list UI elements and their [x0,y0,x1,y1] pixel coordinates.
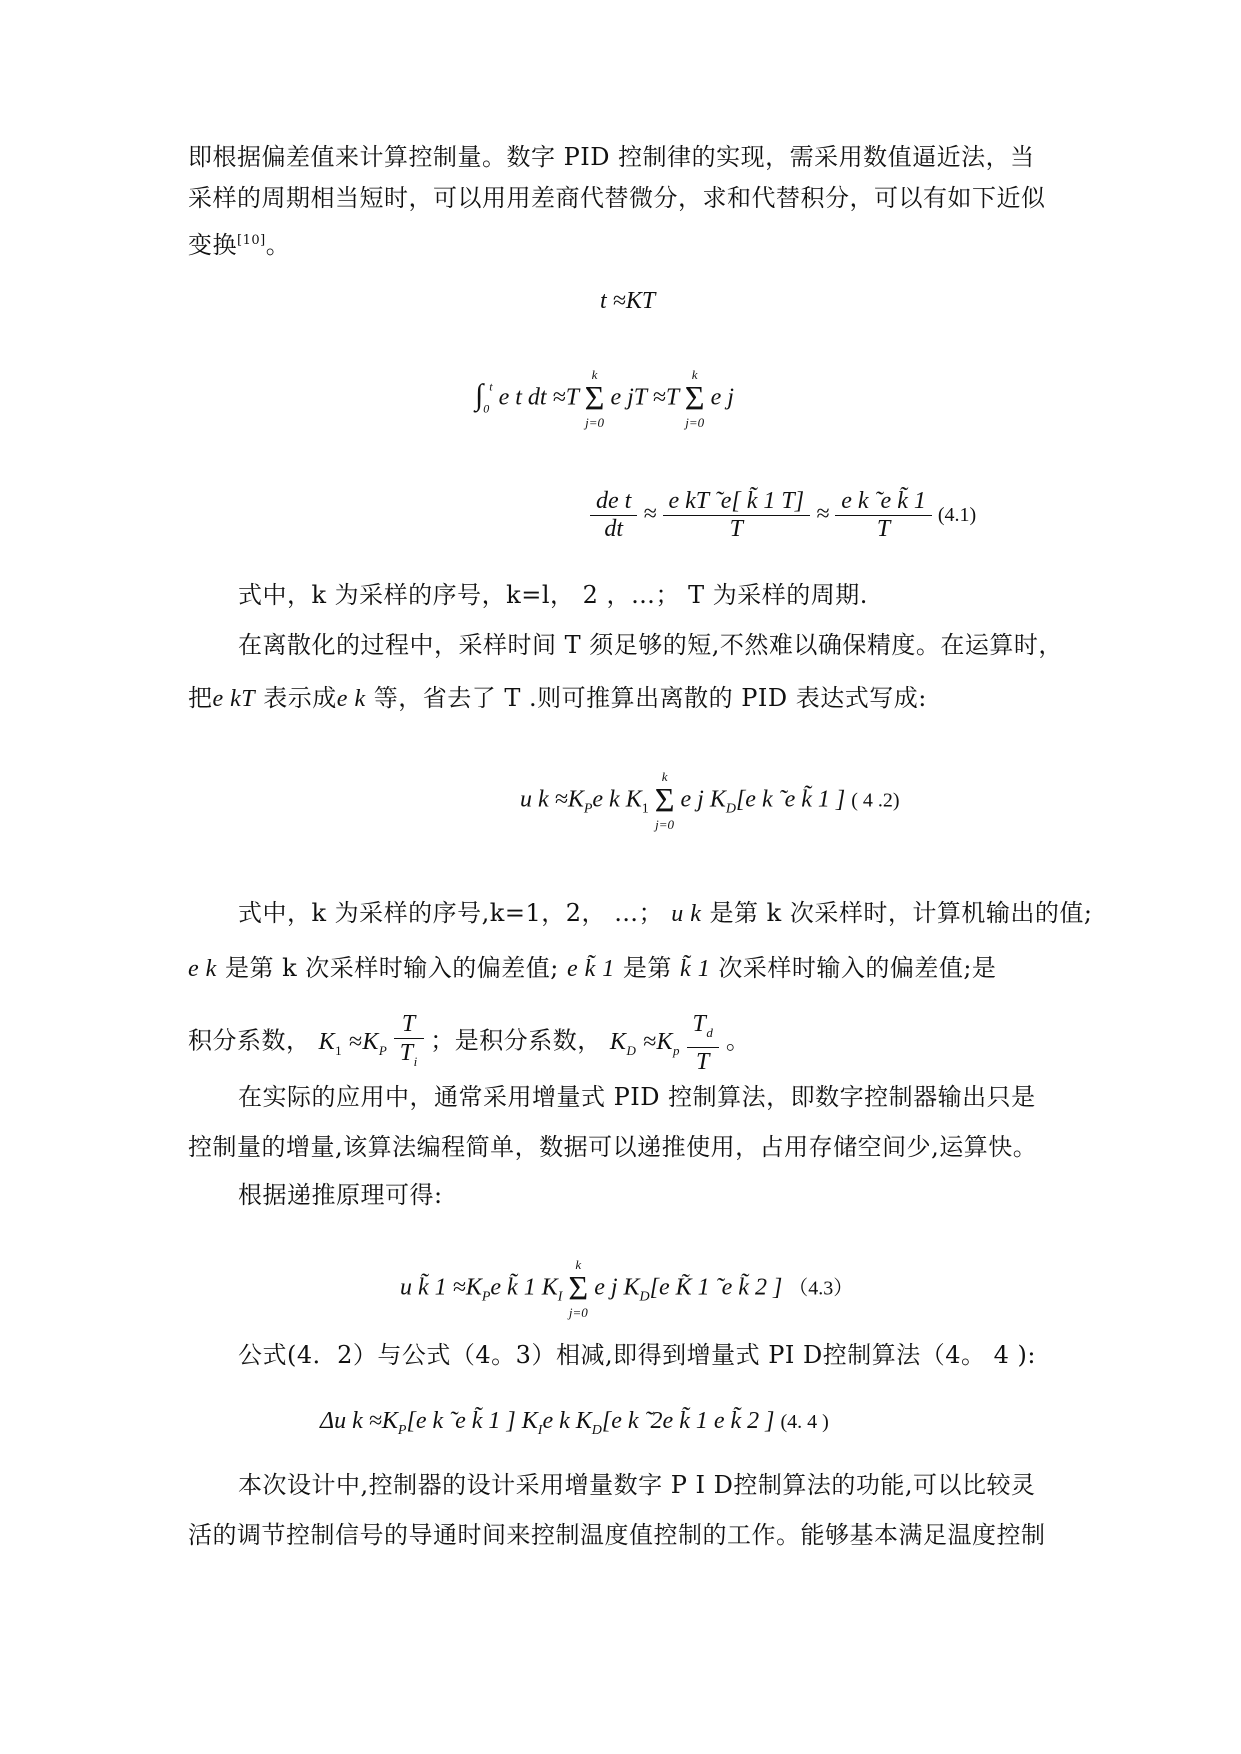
integral-sign: ∫ [475,378,484,412]
subscript: 1 [641,801,649,817]
equation-number: (4.1) [937,504,977,527]
math-term: e k K [542,1408,592,1434]
subscript: p [673,1042,681,1058]
equation-t-kt: t ≈KT [600,288,656,314]
subscript: P [481,1289,491,1305]
math-term: [e k ̃ e k̃ 1 ] K [406,1408,538,1434]
text: 表示成 [255,684,337,712]
paragraph-line [238,898,1118,929]
equation-integral [475,368,734,430]
paragraph-line [188,226,1068,260]
math-term: T [399,1040,414,1066]
equation-number: (4. 4 ) [780,1411,829,1433]
summation [568,1258,588,1320]
paragraph-line: 在实际的应用中，通常采用增量式 PID 控制算法，即数字控制器输出只是 [238,1083,1036,1111]
equation-derivative [590,488,976,543]
math-term: T [692,1011,707,1037]
approx-sign: ≈ [643,501,657,528]
fraction [663,488,811,543]
text: 。 [725,1026,751,1055]
summation [585,368,605,430]
text: 式中，k 为采样的序号,k=1，2， …； [238,899,672,927]
paragraph-line: 即根据偏差值来计算控制量。数字 PID 控制律的实现，需采用数值逼近法，当 [188,143,1035,171]
text: ；是积分系数， [430,1026,602,1055]
paragraph-line: 根据递推原理可得: [238,1181,443,1209]
denominator: T [696,1049,710,1075]
denominator: T [729,516,743,542]
subscript: P [583,801,593,817]
math-term: e j K [680,786,726,813]
integral-term: e t dt ≈T [498,384,579,411]
numerator: de t [590,488,637,516]
math-term: u k ≈K [520,786,584,813]
summation [655,770,675,832]
paragraph-line [188,1010,1068,1081]
paragraph-line: 式中，k 为采样的序号，k=l， 2 ，…； T 为采样的周期. [238,581,868,609]
subscript: 1 [335,1042,343,1058]
fraction [590,488,637,543]
sigma-icon: Σ [684,380,705,417]
text: 变换 [188,231,237,259]
math-term: Δu k ≈K [320,1408,398,1434]
subscript: D [725,801,736,817]
sum-upper: k [591,367,598,382]
equation-number: （4.3） [788,1277,854,1300]
fraction [687,1010,720,1076]
sum-lower: j=0 [568,1305,588,1320]
sum-lower: j=0 [655,817,675,832]
paragraph-line: 本次设计中,控制器的设计采用增量数字 P I D控制算法的功能,可以比较灵 [238,1471,1036,1499]
text: 是第 [614,954,681,982]
equation-pid-positional [520,770,900,832]
subscript: I [537,1423,543,1438]
subscript: P [397,1423,407,1438]
math-term: u k̃ 1 ≈K [400,1274,482,1301]
inline-math: e k [336,686,366,712]
numerator: e k ̃ e k̃ 1 [835,488,932,516]
math-term: K [318,1028,336,1055]
sigma-icon: Σ [654,782,675,819]
kd-definition [609,1011,726,1075]
text: 积分系数， [188,1026,311,1055]
sum-upper: k [575,1257,582,1272]
approx-sign: ≈ [816,501,830,528]
text: 是第 k 次采样时输入的偏差值; [216,954,567,982]
sigma-icon: Σ [584,380,605,417]
numerator: T [394,1010,424,1039]
math-term: e j K [594,1274,640,1301]
denominator: dt [604,516,623,542]
sum-lower: j=0 [585,415,604,430]
inline-math: e k̃ 1 [566,956,615,982]
integral-lower: 0 [483,401,490,416]
integral-upper: t [489,379,493,394]
paragraph-line: 活的调节控制信号的导通时间来控制温度值控制的工作。能够基本满足温度控制 [188,1521,1046,1549]
math-term: ≈K [642,1028,674,1055]
summation [685,368,705,430]
subscript: P [378,1042,388,1058]
math-term: e k K [592,786,642,813]
subscript: D [639,1289,650,1305]
math-term: [e k ̃ 2e k̃ 1 e k̃ 2 ] [601,1408,775,1434]
numerator [687,1010,720,1048]
math-term: [e K̃ 1 ̃ e k̃ 2 ] [649,1274,783,1301]
equation-pid-previous [400,1258,853,1320]
sum-term: e jT ≈T [610,384,679,411]
paragraph-line: 公式(4．2）与公式（4。3）相减,即得到增量式 PI D控制算法（4。 4 ): [238,1341,1036,1369]
math-term: e k̃ 1 K [490,1274,558,1301]
paragraph-line: 控制量的增量,该算法编程简单，数据可以递推使用，占用存储空间少,运算快。 [188,1133,1038,1161]
sum-lower: j=0 [685,415,705,430]
subscript: D [591,1423,602,1438]
fraction [835,488,932,543]
ki-definition [318,1011,431,1069]
sum-upper: k [661,769,668,784]
subscript: I [557,1289,563,1305]
inline-math: e k [188,956,217,982]
text: 等，省去了 T .则可推算出离散的 PID 表达式写成: [365,684,927,712]
math-term: K [609,1028,627,1055]
denominator [394,1039,424,1076]
math-term: [e k ̃ e k̃ 1 ] [735,786,846,813]
subscript: d [706,1025,714,1040]
paragraph-line [188,683,1068,714]
subscript: D [626,1042,637,1058]
equation-number: ( 4 .2) [851,789,900,812]
inline-math: e kT [212,686,256,712]
fraction [394,1010,424,1076]
numerator: e kT ̃ e[ k̃ 1 T] [663,488,811,516]
sigma-icon: Σ [568,1270,589,1307]
paragraph-line: 采样的周期相当短时，可以用用差商代替微分，求和代替积分，可以有如下近似 [188,184,1046,212]
inline-math: u k [671,901,702,927]
equation-pid-incremental [320,1408,829,1439]
text: 把 [188,684,213,712]
denominator: T [876,516,891,542]
text: 是第 k 次采样时，计算机输出的值; [701,899,1093,927]
text: 次采样时输入的偏差值;是 [710,954,997,982]
paragraph-line [188,953,1068,984]
sum-term: e j [710,384,734,411]
math-term: ≈K [348,1028,379,1055]
subscript: i [413,1054,418,1069]
sum-upper: k [691,367,698,382]
inline-math: k̃ 1 [680,956,711,982]
citation-ref: [10] [237,233,266,248]
paragraph-line: 在离散化的过程中，采样时间 T 须足够的短,不然难以确保精度。在运算时， [238,631,1063,659]
text: 。 [265,231,291,259]
